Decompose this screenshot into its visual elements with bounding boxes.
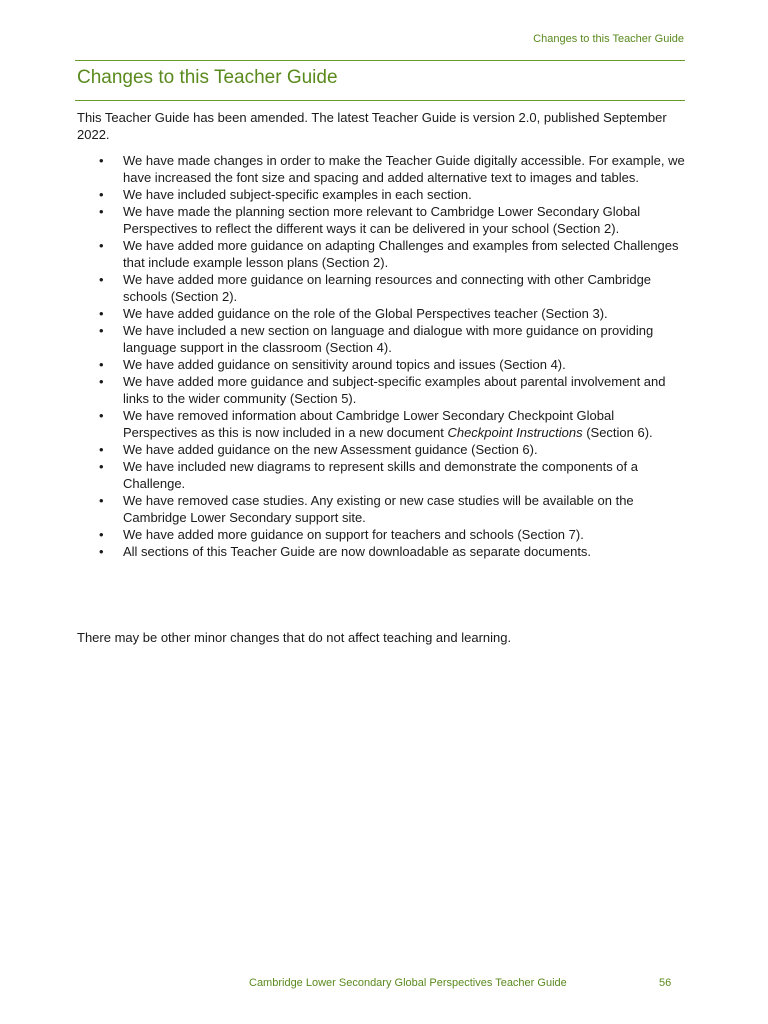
list-item [77, 526, 685, 543]
list-item-text: We have removed information about Cambridge Lower Secondary Checkpoint Global Perspectives as this is now included in a new document [123, 408, 615, 440]
list-item-text: All sections of this Teacher Guide are now downloadable as separate documents. [123, 544, 592, 559]
title-bottom-rule [75, 100, 685, 101]
list-item-text: We have removed case studies. Any existing or new case studies will be available on the Cambridge Lower Secondary support site. [123, 493, 634, 525]
list-item [77, 152, 685, 186]
list-item-text: We have added more guidance on support for teachers and schools (Section 7). [123, 527, 584, 542]
list-item [77, 441, 685, 458]
list-item-text: We have included new diagrams to represent skills and demonstrate the components of a Challenge. [123, 459, 638, 491]
page-title: Changes to this Teacher Guide [77, 67, 338, 88]
list-item-text: We have included a new section on language and dialogue with more guidance on providing language support in the classroom (Section 4). [123, 323, 654, 355]
bullet-icon: • [99, 272, 104, 287]
page-number: 56 [659, 977, 672, 989]
list-item-text: We have made changes in order to make the Teacher Guide digitally accessible. For example, we have increased the font size and spacing and added alternative text to images and tables. [123, 153, 685, 185]
bullet-icon: • [99, 238, 104, 253]
title-top-rule [75, 60, 685, 61]
bullet-icon: • [99, 408, 104, 423]
bullet-icon: • [99, 374, 104, 389]
bullet-icon: • [99, 544, 104, 559]
list-item [77, 271, 685, 305]
list-item-text: We have added more guidance and subject-specific examples about parental involvement and links to the wider community (Section 5). [123, 374, 666, 406]
footer-title: Cambridge Lower Secondary Global Perspectives Teacher Guide [249, 977, 567, 989]
list-item [77, 305, 685, 322]
intro-paragraph: This Teacher Guide has been amended. The latest Teacher Guide is version 2.0, published September 2022. [77, 110, 667, 142]
bullet-icon: • [99, 187, 104, 202]
list-item-text: We have added more guidance on learning resources and connecting with other Cambridge schools (Section 2). [123, 272, 652, 304]
list-item [77, 458, 685, 492]
running-header: Changes to this Teacher Guide [533, 33, 684, 45]
list-item-text: We have added guidance on the new Assessment guidance (Section 6). [123, 442, 538, 457]
list-item [77, 203, 685, 237]
list-item-text: We have made the planning section more relevant to Cambridge Lower Secondary Global Perspectives to reflect the different ways it can be delivered in your school (Section 2). [123, 204, 641, 236]
bullet-icon: • [99, 323, 104, 338]
list-item-text: We have added more guidance on adapting Challenges and examples from selected Challenges that include example lesson plans (Section 2). [123, 238, 679, 270]
list-item-text: We have included subject-specific examples in each section. [123, 187, 472, 202]
closing-paragraph: There may be other minor changes that do not affect teaching and learning. [77, 630, 512, 645]
list-item-text: We have added guidance on the role of the Global Perspectives teacher (Section 3). [123, 306, 608, 321]
list-item-text-after: (Section 6). [582, 425, 653, 440]
bullet-icon: • [99, 306, 104, 321]
bullet-icon: • [99, 459, 104, 474]
list-item [77, 407, 685, 441]
document-title-italic: Checkpoint Instructions [447, 425, 583, 440]
bullet-icon: • [99, 357, 104, 372]
list-item-text: We have added guidance on sensitivity around topics and issues (Section 4). [123, 357, 566, 372]
bullet-icon: • [99, 442, 104, 457]
list-item [77, 237, 685, 271]
list-item [77, 492, 685, 526]
changes-list [77, 152, 685, 560]
list-item [77, 186, 685, 203]
bullet-icon: • [99, 153, 104, 168]
list-item [77, 543, 685, 560]
bullet-icon: • [99, 527, 104, 542]
bullet-icon: • [99, 493, 104, 508]
list-item [77, 373, 685, 407]
bullet-icon: • [99, 204, 104, 219]
list-item [77, 322, 685, 356]
list-item [77, 356, 685, 373]
